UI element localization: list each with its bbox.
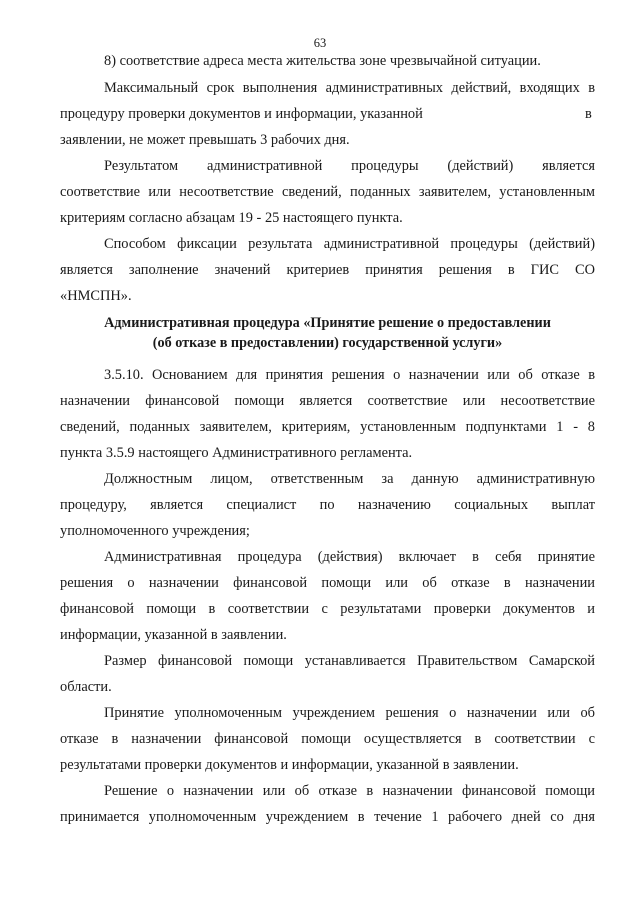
text-line: Результатом административной процедуры (действий) является xyxy=(104,158,595,174)
text-line: процедуру, является специалист по назначению социальных выплат xyxy=(60,497,595,513)
text-line: принимается уполномоченным учреждением в течение 1 рабочего дней со дня xyxy=(60,809,595,825)
text-line: 3.5.10. Основанием для принятия решения о назначении или об отказе в xyxy=(104,367,595,383)
text-line: является заполнение значений критериев принятия решения в ГИС СО xyxy=(60,262,595,278)
section-heading: Административная процедура «Принятие решение о предоставлении xyxy=(104,315,551,331)
section-heading: (об отказе в предоставлении) государственной услуги» xyxy=(152,335,503,351)
text-line: Административная процедура (действия) включает в себя принятие xyxy=(104,549,595,565)
text-line: решения о назначении финансовой помощи или об отказе в назначении xyxy=(60,575,595,591)
text-line: сведений, поданных заявителем, критериям, установленным подпунктами 1 - 8 xyxy=(60,419,595,435)
text-line: результатами проверки документов и информации, указанной в заявлении. xyxy=(60,757,519,773)
page-number: 63 xyxy=(313,36,327,50)
text-line: Максимальный срок выполнения административных действий, входящих в xyxy=(104,80,595,96)
text-line: Способом фиксации результата административной процедуры (действий) xyxy=(104,236,595,252)
text-line: области. xyxy=(60,679,112,695)
text-line: пункта 3.5.9 настоящего Административного регламента. xyxy=(60,445,413,461)
text-line: Решение о назначении или об отказе в назначении финансовой помощи xyxy=(104,783,595,799)
text-line: в xyxy=(585,106,592,122)
text-line: назначении финансовой помощи является соответствие или несоответствие xyxy=(60,393,595,409)
text-line: процедуру проверки документов и информации, указанной xyxy=(60,106,423,122)
text-line: Размер финансовой помощи устанавливается Правительством Самарской xyxy=(104,653,595,669)
text-line: заявлении, не может превышать 3 рабочих дня. xyxy=(60,132,350,148)
text-line: Принятие уполномоченным учреждением решения о назначении или об xyxy=(104,705,595,721)
text-line: «НМСПН». xyxy=(60,288,132,304)
text-line: критериям согласно абзацам 19 - 25 настоящего пункта. xyxy=(60,210,403,226)
text-line: отказе в назначении финансовой помощи осуществляется в соответствии с xyxy=(60,731,595,747)
text-line: 8) соответствие адреса места жительства зоне чрезвычайной ситуации. xyxy=(104,53,541,69)
text-line: соответствие или несоответствие сведений, поданных заявителем, установленным xyxy=(60,184,595,200)
text-line: финансовой помощи в соответствии с результатами проверки документов и xyxy=(60,601,595,617)
text-line: информации, указанной в заявлении. xyxy=(60,627,287,643)
text-line: Должностным лицом, ответственным за данную административную xyxy=(104,471,595,487)
text-line: уполномоченного учреждения; xyxy=(60,523,250,539)
